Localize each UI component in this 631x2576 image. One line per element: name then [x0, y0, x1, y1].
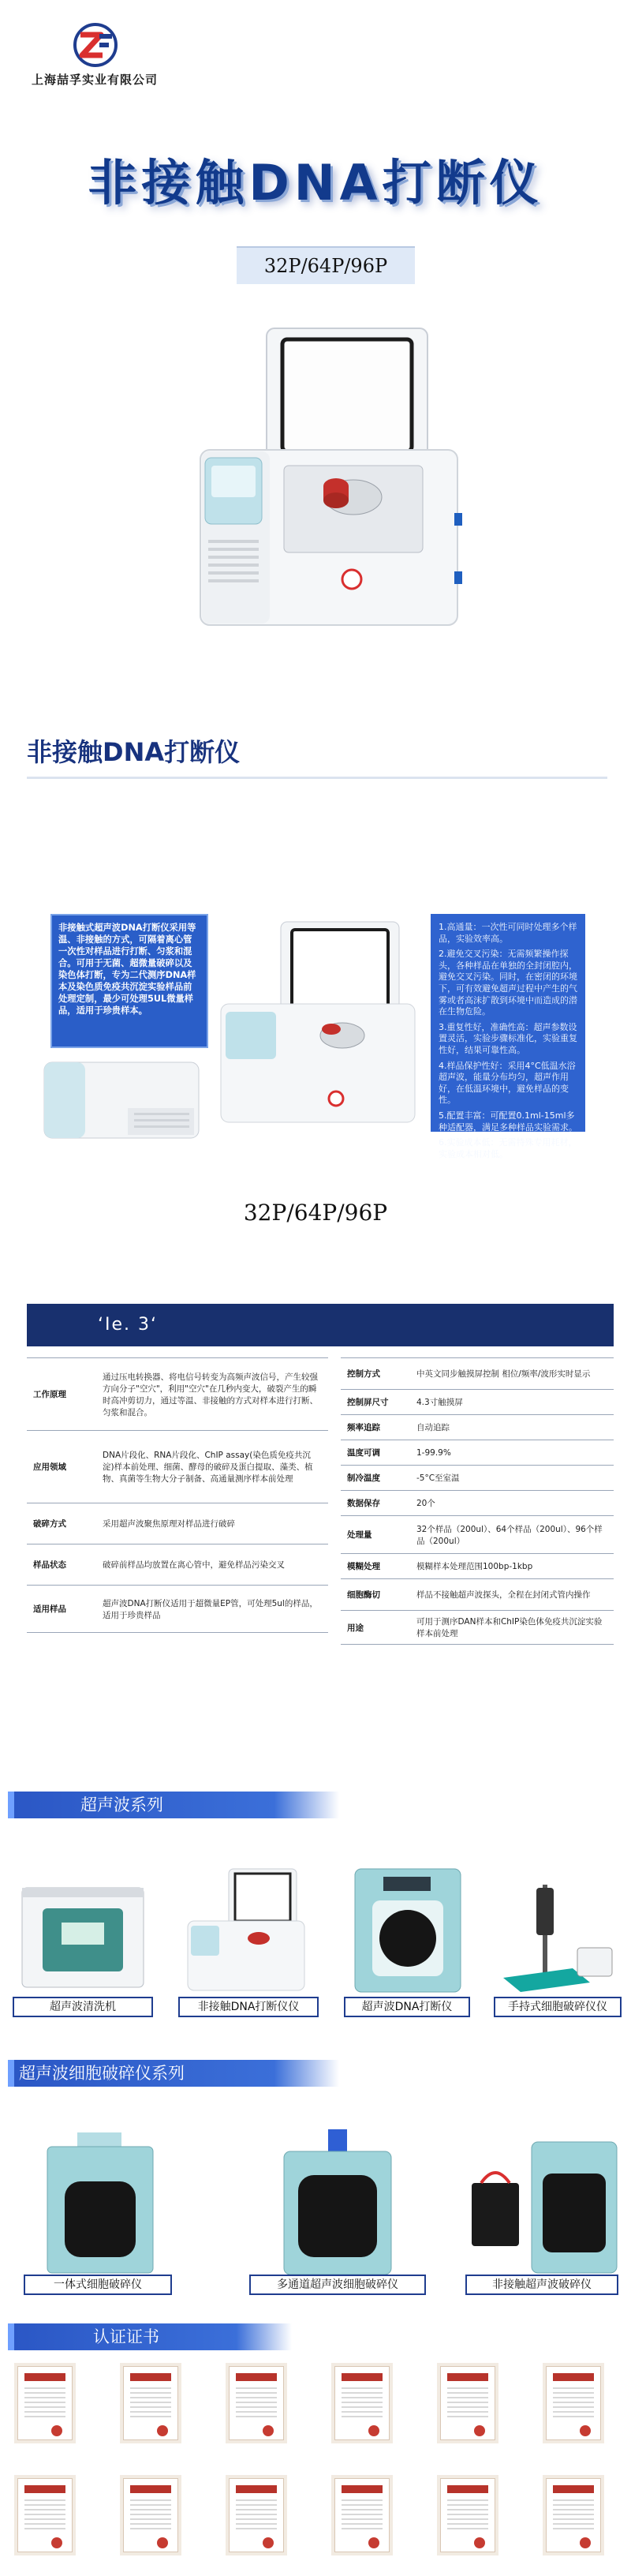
hero-title: 非接触DNA打断仪 — [88, 154, 543, 212]
certificate-image — [546, 2366, 601, 2440]
product-image-integrated — [41, 2131, 159, 2276]
feature-item: 5.配置丰富：可配置0.1ml-15ml多种适配器，满足多种样品实验需求。 — [439, 1110, 577, 1133]
certificate-image — [123, 2366, 178, 2440]
product-label: 手持式细胞破碎仪仪 — [494, 1997, 622, 2017]
hero-models: 32P/64P/96P — [237, 246, 415, 284]
table-row: 适用样品 超声波DNA打断仪适用于超微量EP管，可处理5ul的样品，适用于珍贵样品 — [27, 1586, 328, 1633]
feature-item: 6.实验成本低：无需特殊专用耗材，实验成本相对低。 — [439, 1137, 577, 1159]
spec-table-right — [341, 1357, 614, 1645]
product-label: 多通道超声波细胞破碎仪 — [249, 2275, 426, 2295]
certificate-image — [123, 2478, 178, 2552]
product-image-cleaner — [16, 1877, 150, 1995]
product-image-noncontact — [181, 1866, 308, 1995]
certificate-image — [229, 2366, 284, 2440]
model-line: 32P/64P/96P — [243, 1200, 388, 1226]
feature-list — [431, 914, 585, 1159]
series-ultrasonic-title: 超声波系列 — [8, 1792, 339, 1818]
closed-device-image — [218, 919, 418, 1132]
company-logo — [68, 22, 123, 68]
spec-table-left — [27, 1357, 328, 1633]
open-device-image — [39, 1053, 203, 1148]
table-row: 样品状态 破碎前样品均放置在离心管中，避免样品污染交叉 — [27, 1544, 328, 1586]
feature-item: 1.高通量：一次性可同时处理多个样品，实验效率高。 — [439, 922, 577, 944]
product-label: 超声波DNA打断仪 — [344, 1997, 470, 2017]
feature-item: 4.样品保护性好：采用4°C低温水浴超声波，能量分布均匀，超声作用好，在低温环境中，避免样品的变性。 — [439, 1060, 576, 1106]
table-row: 控制方式 中英文同步触摸屏控制 相位/频率/波形实时显示 — [341, 1358, 614, 1390]
certificate-grid — [14, 2363, 622, 2570]
table-row: 破碎方式 采用超声波聚焦原理对样品进行破碎 — [27, 1503, 328, 1544]
certificate-image — [17, 2478, 73, 2552]
section-divider — [27, 777, 607, 779]
product-image-multichannel — [278, 2128, 398, 2276]
certificate-image — [17, 2366, 73, 2440]
table-row: 细胞酶切 样品不接触超声波探头，全程在封闭式管内操作 — [341, 1579, 614, 1611]
certificate-image — [546, 2478, 601, 2552]
certificate-image — [334, 2366, 390, 2440]
series-cell-title: 超声波细胞破碎仪系列 — [8, 2060, 339, 2087]
certificate-image — [440, 2366, 495, 2440]
feature-item: 3.重复性好，准确性高：超声参数设置灵活，实验步骤标准化，实验重复性好，结果可靠性高。 — [439, 1021, 577, 1055]
product-label: 超声波清洗机 — [13, 1997, 153, 2017]
product-label: 一体式细胞破碎仪 — [24, 2275, 172, 2295]
table-row: 处理量 32个样品（200ul）、64个样品（200ul）、96个样品（200ul） — [341, 1516, 614, 1554]
spec-table-header — [27, 1304, 614, 1346]
certificate-image — [440, 2478, 495, 2552]
table-row: 应用领域 DNA片段化、RNA片段化、ChIP assay(染色质免疫共沉淀)样本前处理、细菌、酵母的破碎及蛋白提取、藻类、植物、真菌等生物大分子制备、高通量测序样本前处理 — [27, 1431, 328, 1503]
product-image-handheld — [497, 1880, 615, 1995]
table-row: 控制屏尺寸 4.3寸触摸屏 — [341, 1390, 614, 1415]
feature-item: 2.避免交叉污染：无需频繁操作探头，各种样品在单独的全封闭腔内，避免交叉污染。同时，在密闭的环境下，可有效避免超声过程中产生的气雾或者高沫扩散到环境中而造成的潜在生物危险。 — [439, 949, 577, 1017]
certificate-image — [229, 2478, 284, 2552]
table-row: 频率追踪 自动追踪 — [341, 1415, 614, 1440]
section-title-intro: 非接触DNA打断仪 — [27, 737, 241, 767]
product-label: 非接触DNA打断仪仪 — [178, 1997, 319, 2017]
product-label: 非接触超声波破碎仪 — [465, 2275, 618, 2295]
table-row: 制冷温度 -5°C至室温 — [341, 1466, 614, 1491]
certificate-image — [334, 2478, 390, 2552]
table-row: 用途 可用于测序DAN样本和ChIP染色体免疫共沉淀实验样本前处理 — [341, 1611, 614, 1645]
spec-table-header-text: ʻIe. 3ʻ — [98, 1315, 158, 1335]
hero-device-image — [192, 317, 462, 657]
table-row: 温度可调 1-99.9% — [341, 1440, 614, 1466]
product-image-dna-shearer — [349, 1866, 467, 1995]
product-image-noncontact-cell — [465, 2139, 620, 2276]
company-name: 上海喆孚实业有限公司 — [32, 73, 159, 87]
intro-blurb: 非接触式超声波DNA打断仪采用等温、非接触的方式，可隔着离心管一次性对样品进行打断、匀浆和混合。可用于无菌、超微量破碎以及染色体打断，专为二代测序DNA样本及染色质免疫共沉淀实验样品前处理定制，最少可处理5UL微量样品，适用于珍贵样本。 — [50, 914, 208, 1048]
certificates-title: 认证证书 — [8, 2323, 292, 2350]
table-row: 工作原理 通过压电转换器、将电信号转变为高频声波信号，产生较强方向分子"空穴"，利用"空穴"在几秒内变大，破裂产生的瞬时高冲剪切力，通过等温、非接触的方式对样本进行打断、匀浆和混合。 — [27, 1358, 328, 1431]
table-row: 数据保存 20个 — [341, 1491, 614, 1516]
table-row: 模糊处理 模糊样本处理范围100bp-1kbp — [341, 1554, 614, 1579]
